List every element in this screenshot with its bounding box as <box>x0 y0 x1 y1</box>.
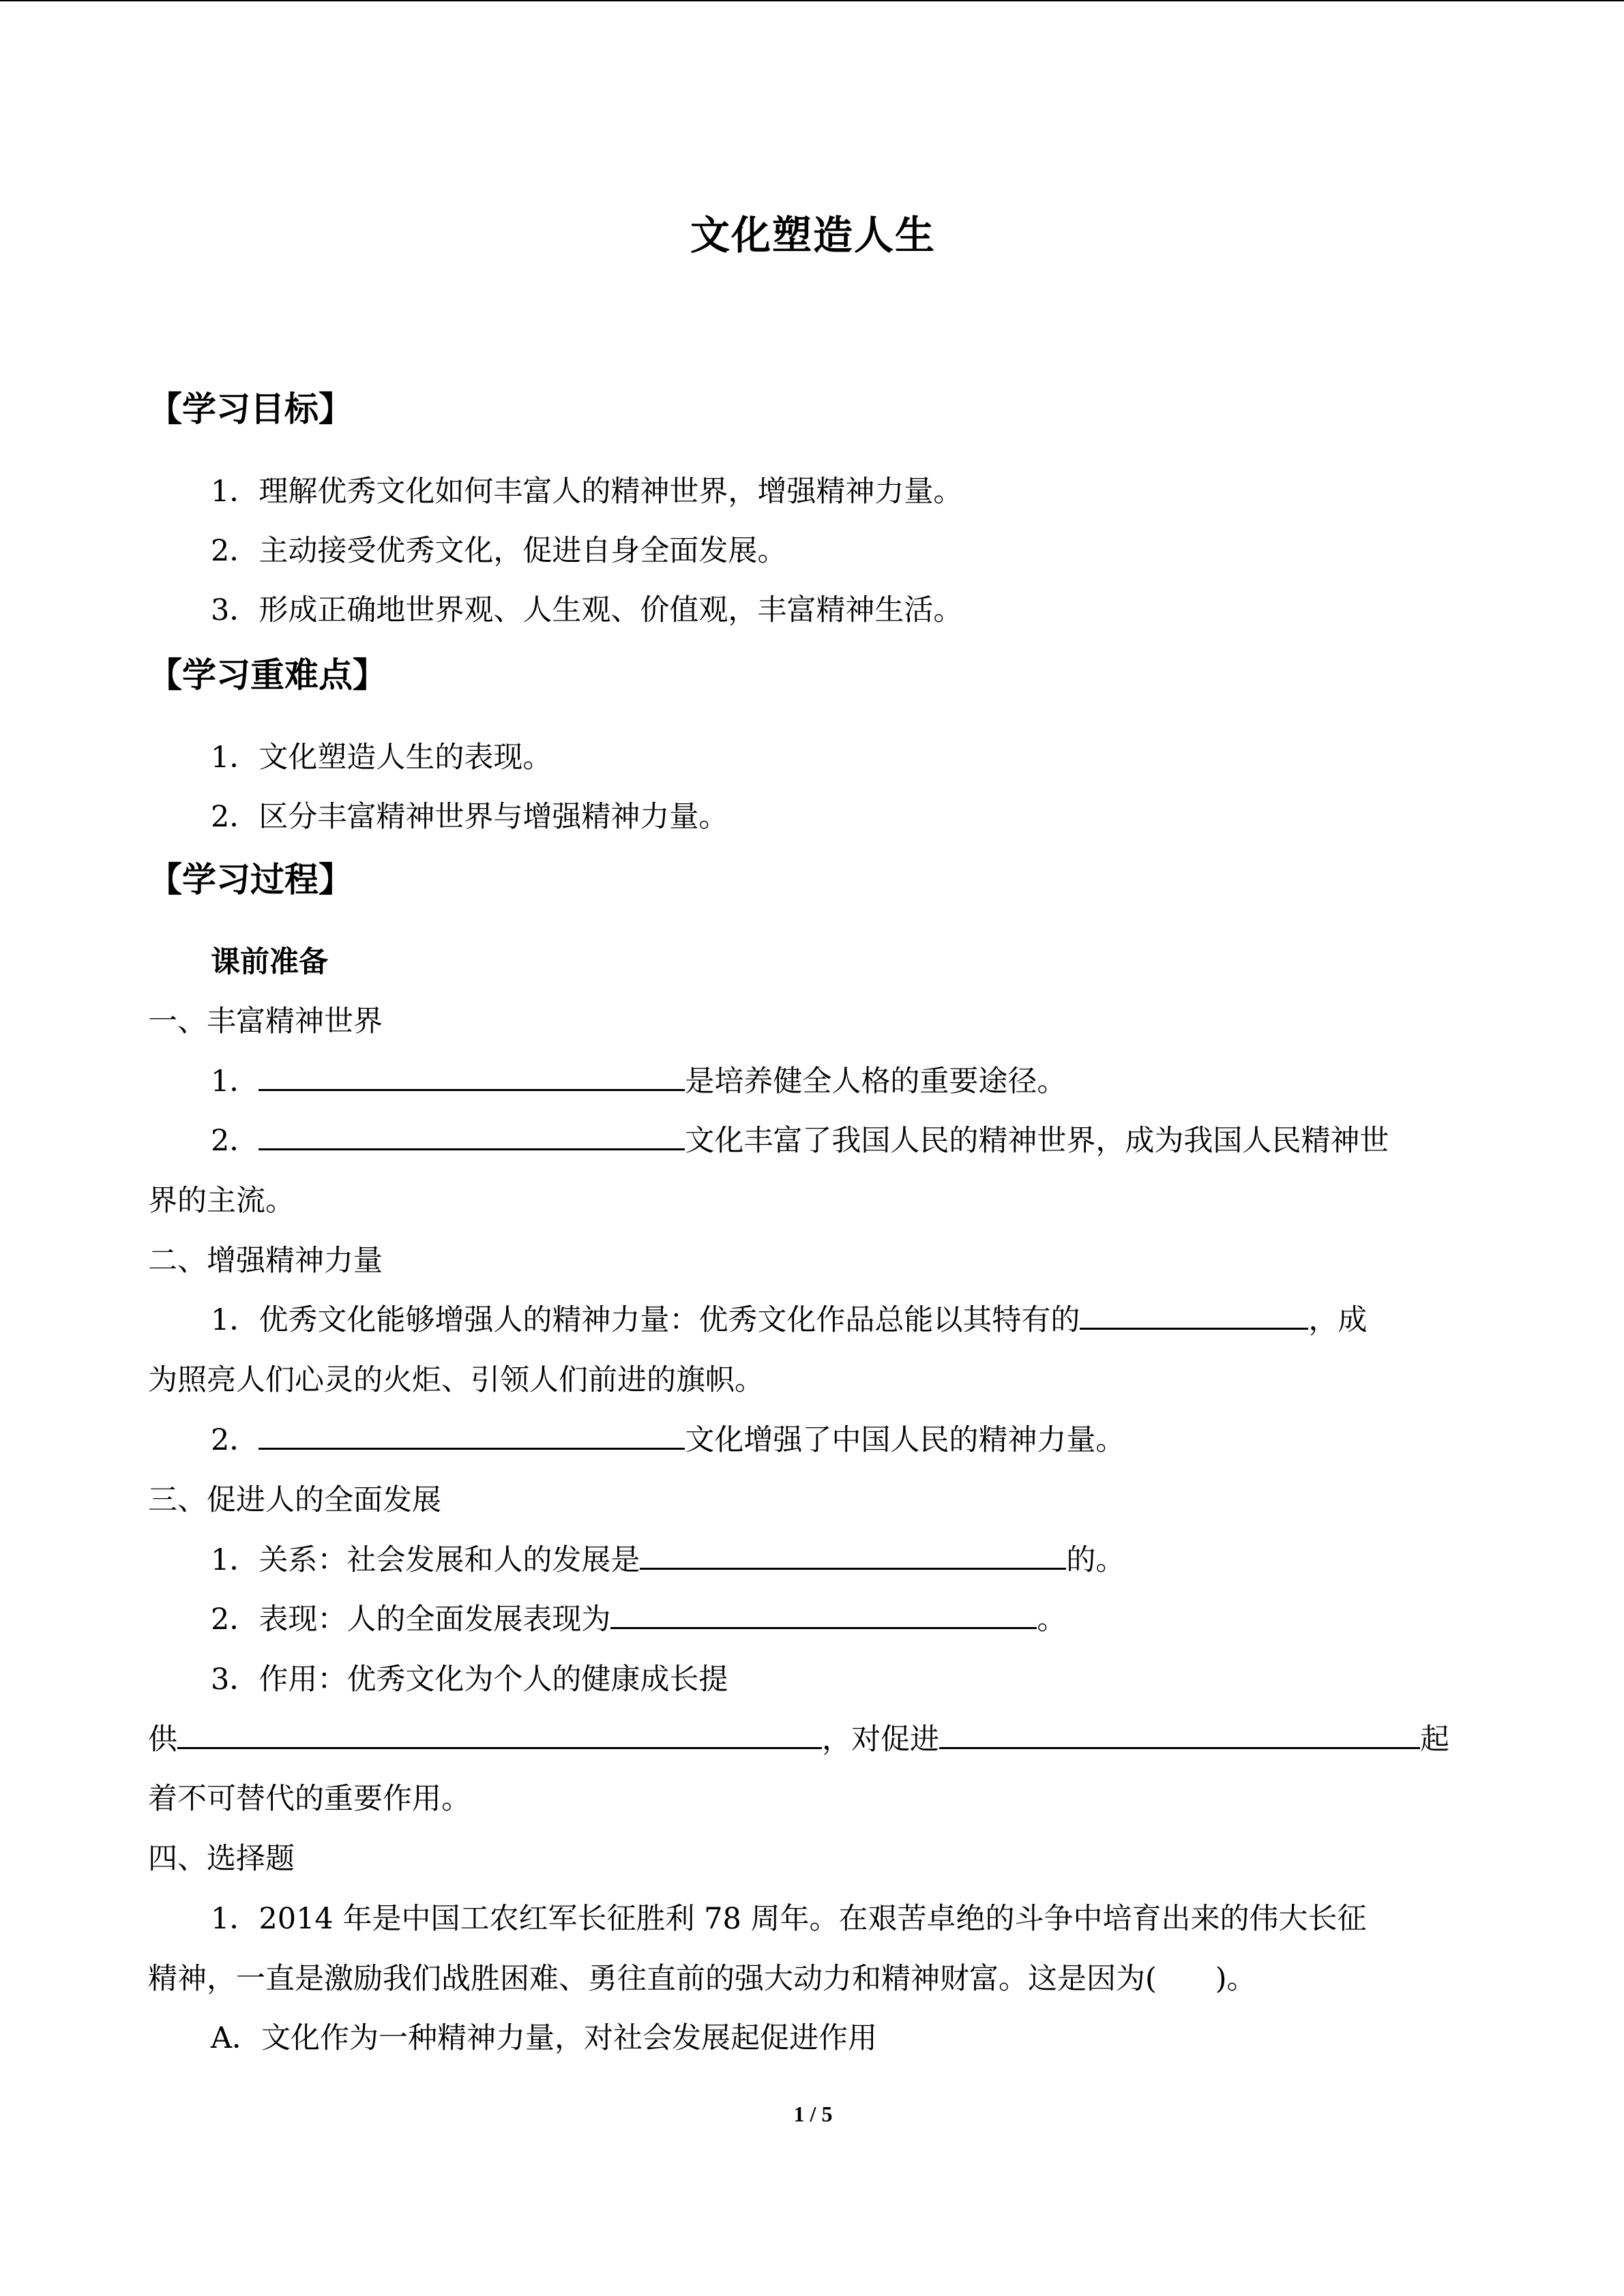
fill-blank[interactable] <box>259 1420 685 1450</box>
part3-q3-prefix: 供 <box>148 1723 177 1757</box>
part2-question-2 <box>148 1419 1478 1461</box>
part1-q1-prefix: 1． <box>211 1064 259 1099</box>
part2-q1-suffix: ，成 <box>1308 1303 1368 1337</box>
part2-question-1-continued: 为照亮人们心灵的火炬、引领人们前进的旗帜。 <box>148 1363 764 1397</box>
part3-question-3: 3．作用：优秀文化为个人的健康成长提 <box>211 1663 728 1697</box>
part3-heading: 三、促进人的全面发展 <box>148 1483 441 1517</box>
part1-question-1 <box>148 1060 1478 1103</box>
part4-option-a: A．文化作为一种精神力量，对社会发展起促进作用 <box>211 2021 878 2055</box>
section-heading-process: 【学习过程】 <box>148 860 353 899</box>
part1-heading: 一、丰富精神世界 <box>148 1004 383 1039</box>
part1-q2-prefix: 2． <box>211 1124 259 1158</box>
fill-blank[interactable] <box>640 1540 1066 1570</box>
goal-item-1: 1．理解优秀文化如何丰富人的精神世界，增强精神力量。 <box>211 475 963 509</box>
fill-blank[interactable] <box>610 1600 1037 1629</box>
part3-question-3-continued: 着不可替代的重要作用。 <box>148 1782 471 1816</box>
page-number: 1 / 5 <box>793 2102 833 2126</box>
document-page <box>148 0 1478 2296</box>
part2-q2-suffix: 文化增强了中国人民的精神力量。 <box>685 1423 1125 1457</box>
fill-blank[interactable] <box>259 1121 685 1150</box>
part3-question-3-blanks <box>148 1718 1478 1761</box>
part1-q1-suffix: 是培养健全人格的重要途径。 <box>685 1064 1067 1099</box>
part3-question-1 <box>148 1539 1478 1581</box>
part3-q2-prefix: 2．表现：人的全面发展表现为 <box>211 1602 611 1637</box>
difficulty-item-2: 2．区分丰富精神世界与增强精神力量。 <box>211 800 728 834</box>
part2-heading: 二、增强精神力量 <box>148 1244 383 1278</box>
fill-blank[interactable] <box>1080 1300 1308 1330</box>
part3-q3-suffix: 起 <box>1420 1723 1449 1757</box>
part3-question-2 <box>148 1598 1478 1641</box>
part4-question-1-continued: 精神，一直是激励我们战胜困难、勇往直前的强大动力和精神财富。这是因为( )。 <box>148 1962 1256 1996</box>
fill-blank[interactable] <box>259 1062 685 1091</box>
part3-q3-mid: ，对促进 <box>822 1723 939 1757</box>
difficulty-item-1: 1．文化塑造人生的表现。 <box>211 741 552 775</box>
section-heading-goals: 【学习目标】 <box>148 389 353 429</box>
part4-question-1: 1．2014 年是中国工农红军长征胜利 78 周年。在艰苦卓绝的斗争中培育出来的伟大长征 <box>211 1902 1367 1936</box>
part2-q1-prefix: 1．优秀文化能够增强人的精神力量：优秀文化作品总能以其特有的 <box>211 1303 1080 1337</box>
section-heading-difficulties: 【学习重难点】 <box>148 655 387 695</box>
goal-item-2: 2．主动接受优秀文化，促进自身全面发展。 <box>211 534 787 568</box>
part4-heading: 四、选择题 <box>148 1842 295 1876</box>
part3-q1-prefix: 1．关系：社会发展和人的发展是 <box>211 1543 640 1577</box>
prep-heading: 课前准备 <box>211 945 328 979</box>
document-title: 文化塑造人生 <box>690 212 936 258</box>
fill-blank[interactable] <box>177 1720 822 1749</box>
part1-question-2-continued: 界的主流。 <box>148 1184 295 1218</box>
part1-question-2 <box>148 1120 1478 1162</box>
part3-q2-suffix: 。 <box>1037 1602 1067 1637</box>
part2-question-1 <box>148 1299 1478 1341</box>
part2-q2-prefix: 2． <box>211 1423 259 1457</box>
fill-blank[interactable] <box>939 1720 1420 1749</box>
part1-q2-suffix: 文化丰富了我国人民的精神世界，成为我国人民精神世 <box>685 1124 1389 1158</box>
goal-item-3: 3．形成正确地世界观、人生观、价值观，丰富精神生活。 <box>211 593 963 627</box>
part3-q1-suffix: 的。 <box>1066 1543 1125 1577</box>
